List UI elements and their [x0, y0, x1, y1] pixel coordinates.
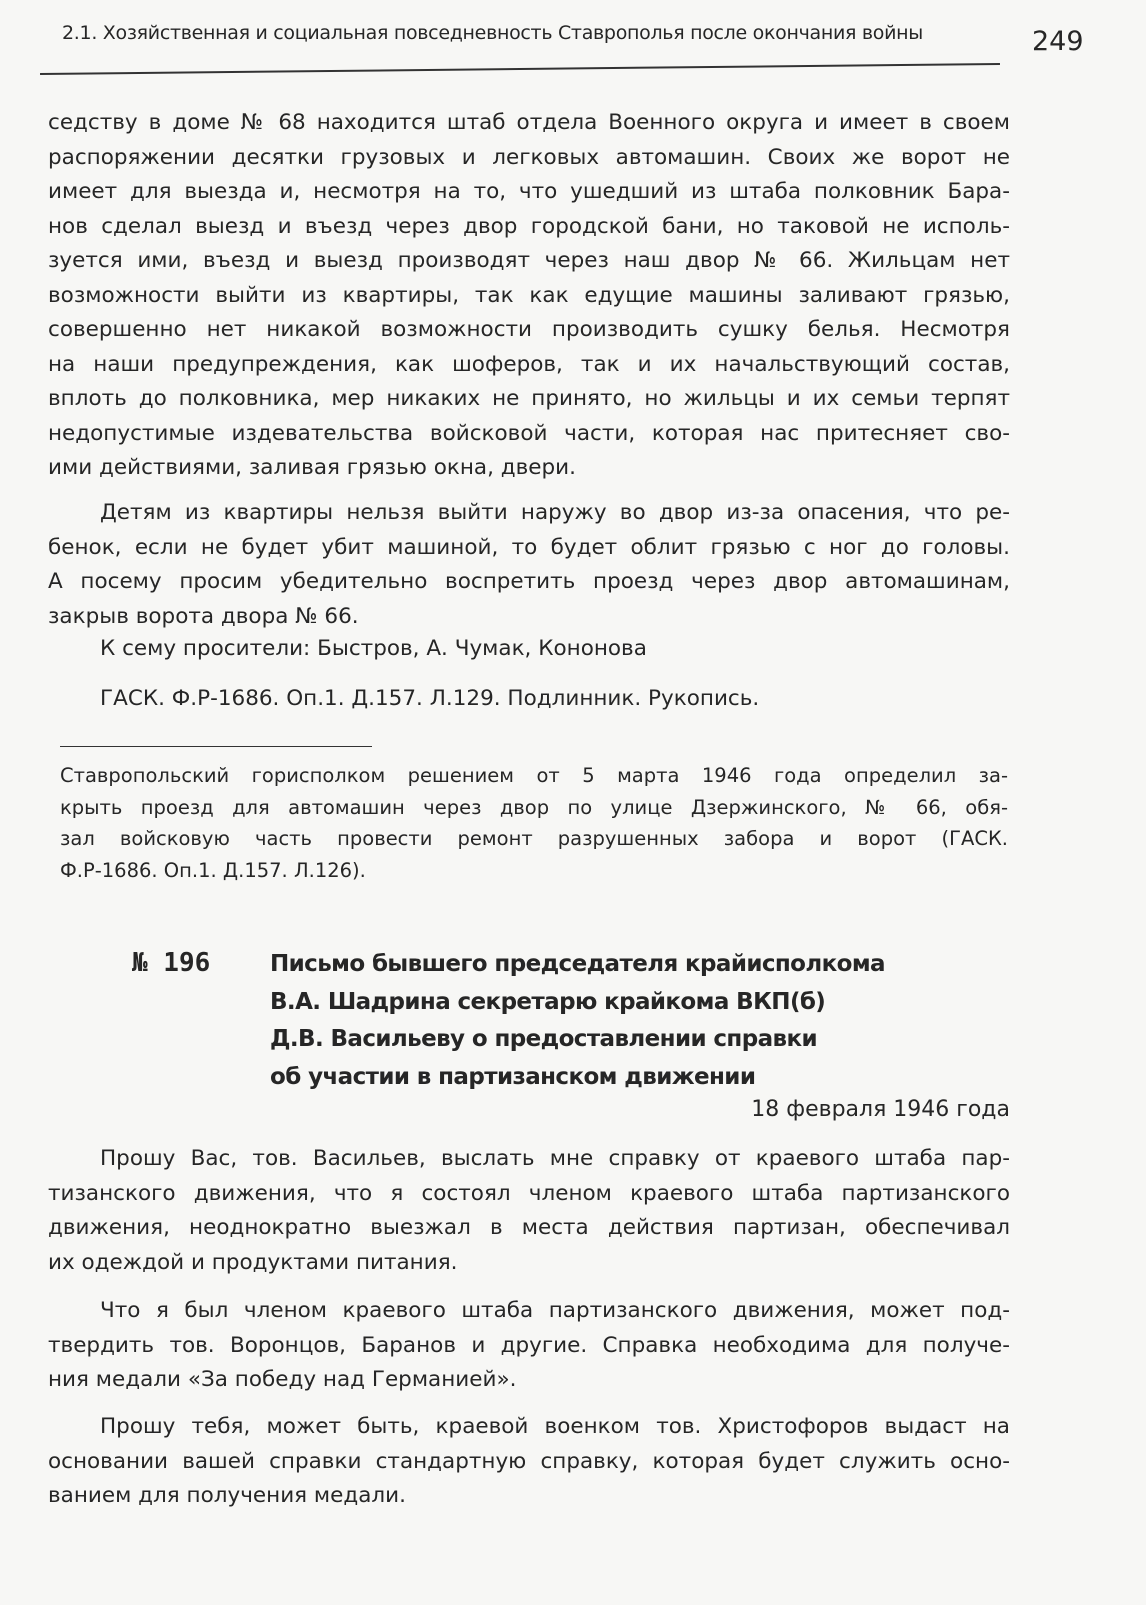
letter-paragraph-2 — [48, 1294, 1010, 1398]
signature — [48, 632, 1010, 667]
header-rule — [40, 63, 1000, 75]
text-line: Прошу Вас, тов. Васильев, выслать мне справку от краевого штаба пар- — [100, 1146, 1010, 1171]
text-line: твердить тов. Воронцов, Баранов и другие. Справка необходима для получе- — [48, 1332, 1010, 1358]
text-line: тизанского движения, что я состоял членом краевого штаба партизанского — [48, 1180, 1010, 1206]
title-line: В.А. Шадрина секретарю крайкома ВКП(б) — [270, 988, 826, 1015]
signature-text: К сему просители: Быстров, А. Чумак, Кононова — [100, 636, 647, 661]
letter-paragraph-3 — [48, 1410, 1010, 1514]
text-line: седству в доме № 68 находится штаб отдела Военного округа и имеет в своем — [48, 110, 1010, 135]
letter-paragraph-1 — [48, 1142, 1010, 1280]
text-line: ния медали «За победу над Германией». — [48, 1367, 517, 1392]
text-line: совершенно нет никакой возможности производить сушку белья. Несмотря — [48, 317, 1010, 342]
paragraph-1 — [48, 106, 1010, 486]
text-line: основании вашей справки стандартную справку, которая будет служить осно- — [48, 1448, 1010, 1474]
text-line: вплоть до полковника, мер никаких не принято, но жильцы и их семьи терпят — [48, 386, 1010, 411]
footnote — [60, 760, 1008, 886]
text-line: бенок, если не будет убит машиной, то будет облит грязью с ног до головы. — [48, 534, 1010, 560]
footnote-line: крыть проезд для автомашин через двор по улице Дзержинского, № 66, обя- — [60, 795, 1008, 819]
footnote-line: Ставропольский горисполком решением от 5 марта 1946 года определил за- — [60, 764, 1008, 787]
text-line: ванием для получения медали. — [48, 1483, 406, 1508]
text-line: нов сделал выезд и въезд через двор городской бани, но таковой не исполь- — [48, 213, 1010, 239]
archive-source — [48, 682, 1010, 717]
text-line: Что я был членом краевого штаба партизанского движения, может под- — [100, 1298, 1010, 1323]
text-line: распоряжении десятки грузовых и легковых автомашин. Своих же ворот не — [48, 144, 1010, 170]
text-line: их одеждой и продуктами питания. — [48, 1249, 458, 1275]
source-text: ГАСК. Ф.Р-1686. Оп.1. Д.157. Л.129. Подлинник. Рукопись. — [100, 686, 760, 711]
text-line: недопустимые издевательства войсковой части, которая нас притесняет сво- — [48, 420, 1010, 446]
title-line: Д.В. Васильеву о предоставлении справки — [270, 1026, 817, 1052]
page-number: 249 — [1032, 26, 1084, 57]
footnote-line: Ф.Р-1686. Оп.1. Д.157. Л.126). — [60, 858, 366, 882]
text-line: А посему просим убедительно воспретить проезд через двор автомашинам, — [48, 569, 1010, 594]
document-number: № 196 — [132, 948, 211, 978]
paragraph-2 — [48, 496, 1010, 634]
text-line: Прошу тебя, может быть, краевой военком тов. Христофоров выдаст на — [100, 1414, 1010, 1439]
text-line: возможности выйти из квартиры, так как едущие машины заливают грязью, — [48, 282, 1010, 308]
text-line: ими действиями, заливая грязью окна, двери. — [48, 455, 576, 480]
text-line: имеет для выезда и, несмотря на то, что ушедший из штаба полковник Бара- — [48, 179, 1010, 204]
text-line: движения, неоднократно выезжал в места действия партизан, обеспечивал — [48, 1215, 1010, 1240]
footnote-line: зал войсковую часть провести ремонт разрушенных забора и ворот (ГАСК. — [60, 827, 1008, 850]
document-title — [270, 946, 885, 1096]
text-line: Детям из квартиры нельзя выйти наружу во двор из-за опасения, что ре- — [100, 500, 1010, 525]
text-line: зуется ими, въезд и выезд производят через наш двор № 66. Жильцам нет — [48, 248, 1010, 273]
text-line: закрыв ворота двора № 66. — [48, 603, 359, 629]
document-date: 18 февраля 1946 года — [751, 1097, 1010, 1122]
title-line: об участии в партизанском движении — [270, 1063, 756, 1090]
footnote-rule — [60, 746, 372, 747]
title-line: Письмо бывшего председателя крайисполкома — [270, 951, 885, 977]
running-head: 2.1. Хозяйственная и социальная повседневность Ставрополья после окончания войны — [62, 22, 923, 44]
text-line: на наши предупреждения, как шоферов, так и их начальствующий состав, — [48, 351, 1010, 377]
